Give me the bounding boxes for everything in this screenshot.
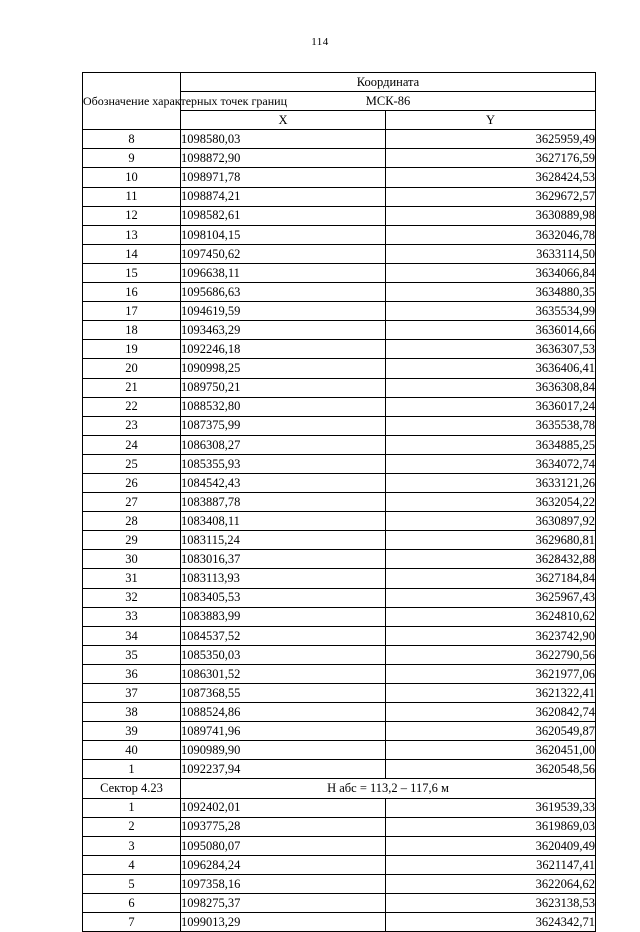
table-row (83, 512, 596, 531)
x-cell: 1098874,21 (181, 187, 386, 206)
y-cell: 3635534,99 (386, 302, 596, 321)
x-cell: 1088532,80 (181, 397, 386, 416)
table-row (83, 817, 596, 836)
table-row (83, 798, 596, 817)
table-row (83, 263, 596, 282)
x-cell: 1098275,37 (181, 894, 386, 913)
header-coordinate: Координата (181, 73, 596, 92)
table-row (83, 340, 596, 359)
point-cell: 29 (83, 531, 181, 550)
y-cell: 3635538,78 (386, 416, 596, 435)
y-cell: 3620549,87 (386, 722, 596, 741)
x-cell: 1094619,59 (181, 302, 386, 321)
point-cell: 37 (83, 684, 181, 703)
y-cell: 3625967,43 (386, 588, 596, 607)
x-cell: 1095080,07 (181, 836, 386, 855)
table-row (83, 435, 596, 454)
x-cell: 1097450,62 (181, 244, 386, 263)
table-row (83, 703, 596, 722)
point-cell: 24 (83, 435, 181, 454)
y-cell: 3636406,41 (386, 359, 596, 378)
table-row (83, 569, 596, 588)
y-cell: 3627184,84 (386, 569, 596, 588)
y-cell: 3623138,53 (386, 894, 596, 913)
y-cell: 3622064,62 (386, 874, 596, 893)
y-cell: 3632054,22 (386, 493, 596, 512)
point-cell: 19 (83, 340, 181, 359)
x-cell: 1084542,43 (181, 473, 386, 492)
table-row (83, 397, 596, 416)
x-cell: 1083887,78 (181, 493, 386, 512)
point-cell: 27 (83, 493, 181, 512)
y-cell: 3621977,06 (386, 664, 596, 683)
table-row (83, 607, 596, 626)
x-cell: 1086308,27 (181, 435, 386, 454)
point-cell: 28 (83, 512, 181, 531)
table-row (83, 836, 596, 855)
table-row (83, 626, 596, 645)
table-row (83, 168, 596, 187)
point-cell: 6 (83, 894, 181, 913)
table-row (83, 244, 596, 263)
table-body-sector (83, 798, 596, 932)
header-point-designation: Обозначение характерных точек границ (83, 73, 181, 130)
page-number: 114 (311, 36, 329, 48)
point-cell: 30 (83, 550, 181, 569)
y-cell: 3620409,49 (386, 836, 596, 855)
sector-row (83, 779, 596, 798)
point-cell: 32 (83, 588, 181, 607)
y-cell: 3619539,33 (386, 798, 596, 817)
point-cell: 4 (83, 855, 181, 874)
y-cell: 3619869,03 (386, 817, 596, 836)
point-cell: 1 (83, 760, 181, 779)
point-cell: 7 (83, 913, 181, 932)
y-cell: 3628432,88 (386, 550, 596, 569)
table-body-main (83, 130, 596, 779)
point-cell: 10 (83, 168, 181, 187)
table-row (83, 550, 596, 569)
point-cell: 1 (83, 798, 181, 817)
x-cell: 1083115,24 (181, 531, 386, 550)
table-row (83, 149, 596, 168)
x-cell: 1083405,53 (181, 588, 386, 607)
table-row (83, 531, 596, 550)
x-cell: 1087375,99 (181, 416, 386, 435)
point-cell: 39 (83, 722, 181, 741)
y-cell: 3630897,92 (386, 512, 596, 531)
x-cell: 1098104,15 (181, 225, 386, 244)
table-row (83, 664, 596, 683)
x-cell: 1089741,96 (181, 722, 386, 741)
table-row (83, 874, 596, 893)
point-cell: 3 (83, 836, 181, 855)
point-cell: 8 (83, 130, 181, 149)
x-cell: 1090998,25 (181, 359, 386, 378)
x-cell: 1098580,03 (181, 130, 386, 149)
table-header (83, 73, 596, 130)
point-cell: 9 (83, 149, 181, 168)
y-cell: 3634066,84 (386, 263, 596, 282)
y-cell: 3629680,81 (386, 531, 596, 550)
table-row (83, 416, 596, 435)
point-cell: 26 (83, 473, 181, 492)
point-cell: 11 (83, 187, 181, 206)
y-cell: 3634072,74 (386, 454, 596, 473)
x-cell: 1092237,94 (181, 760, 386, 779)
table-row (83, 588, 596, 607)
table-row (83, 493, 596, 512)
x-cell: 1090989,90 (181, 741, 386, 760)
table-row (83, 225, 596, 244)
table-row (83, 894, 596, 913)
y-cell: 3636017,24 (386, 397, 596, 416)
point-cell: 35 (83, 645, 181, 664)
point-cell: 20 (83, 359, 181, 378)
y-cell: 3627176,59 (386, 149, 596, 168)
point-cell: 21 (83, 378, 181, 397)
x-cell: 1097358,16 (181, 874, 386, 893)
table-row (83, 206, 596, 225)
table-row (83, 913, 596, 932)
point-cell: 31 (83, 569, 181, 588)
point-cell: 15 (83, 263, 181, 282)
point-cell: 33 (83, 607, 181, 626)
sector-height: Н абс = 113,2 – 117,6 м (181, 779, 596, 798)
point-cell: 17 (83, 302, 181, 321)
point-cell: 40 (83, 741, 181, 760)
x-cell: 1098971,78 (181, 168, 386, 187)
table-row (83, 722, 596, 741)
point-cell: 34 (83, 626, 181, 645)
x-cell: 1096638,11 (181, 263, 386, 282)
x-cell: 1093775,28 (181, 817, 386, 836)
x-cell: 1085350,03 (181, 645, 386, 664)
y-cell: 3621147,41 (386, 855, 596, 874)
y-cell: 3632046,78 (386, 225, 596, 244)
x-cell: 1083016,37 (181, 550, 386, 569)
y-cell: 3622790,56 (386, 645, 596, 664)
table-row (83, 473, 596, 492)
y-cell: 3624342,71 (386, 913, 596, 932)
table-row (83, 302, 596, 321)
table-row (83, 741, 596, 760)
y-cell: 3633114,50 (386, 244, 596, 263)
x-cell: 1088524,86 (181, 703, 386, 722)
y-cell: 3636014,66 (386, 321, 596, 340)
x-cell: 1084537,52 (181, 626, 386, 645)
x-cell: 1098872,90 (181, 149, 386, 168)
point-cell: 25 (83, 454, 181, 473)
table-row (83, 283, 596, 302)
y-cell: 3636308,84 (386, 378, 596, 397)
point-cell: 23 (83, 416, 181, 435)
point-cell: 36 (83, 664, 181, 683)
table-row (83, 321, 596, 340)
point-cell: 14 (83, 244, 181, 263)
table-row (83, 454, 596, 473)
y-cell: 3620548,56 (386, 760, 596, 779)
point-cell: 12 (83, 206, 181, 225)
table-row (83, 187, 596, 206)
x-cell: 1096284,24 (181, 855, 386, 874)
table-row (83, 378, 596, 397)
y-cell: 3624810,62 (386, 607, 596, 626)
x-cell: 1095686,63 (181, 283, 386, 302)
point-cell: 13 (83, 225, 181, 244)
point-cell: 5 (83, 874, 181, 893)
table-row (83, 684, 596, 703)
x-cell: 1092246,18 (181, 340, 386, 359)
table-row (83, 760, 596, 779)
x-cell: 1087368,55 (181, 684, 386, 703)
coordinates-table (82, 72, 596, 932)
point-cell: 22 (83, 397, 181, 416)
y-cell: 3634885,25 (386, 435, 596, 454)
table-row (83, 855, 596, 874)
y-cell: 3634880,35 (386, 283, 596, 302)
point-cell: 2 (83, 817, 181, 836)
y-cell: 3620842,74 (386, 703, 596, 722)
x-cell: 1093463,29 (181, 321, 386, 340)
y-cell: 3620451,00 (386, 741, 596, 760)
y-cell: 3621322,41 (386, 684, 596, 703)
y-cell: 3630889,98 (386, 206, 596, 225)
y-cell: 3629672,57 (386, 187, 596, 206)
x-cell: 1083883,99 (181, 607, 386, 626)
sector-header (83, 779, 596, 798)
table-row (83, 645, 596, 664)
x-cell: 1098582,61 (181, 206, 386, 225)
y-cell: 3628424,53 (386, 168, 596, 187)
sector-label: Сектор 4.23 (83, 779, 181, 798)
x-cell: 1099013,29 (181, 913, 386, 932)
x-cell: 1083113,93 (181, 569, 386, 588)
x-cell: 1085355,93 (181, 454, 386, 473)
y-cell: 3633121,26 (386, 473, 596, 492)
y-cell: 3623742,90 (386, 626, 596, 645)
x-cell: 1086301,52 (181, 664, 386, 683)
x-cell: 1083408,11 (181, 512, 386, 531)
table-row (83, 359, 596, 378)
header-x: X (181, 111, 386, 130)
table-row (83, 130, 596, 149)
point-cell: 38 (83, 703, 181, 722)
y-cell: 3636307,53 (386, 340, 596, 359)
x-cell: 1089750,21 (181, 378, 386, 397)
x-cell: 1092402,01 (181, 798, 386, 817)
y-cell: 3625959,49 (386, 130, 596, 149)
header-coordinate-system: МСК-86 (181, 92, 596, 111)
point-cell: 18 (83, 321, 181, 340)
point-cell: 16 (83, 283, 181, 302)
header-y: Y (386, 111, 596, 130)
